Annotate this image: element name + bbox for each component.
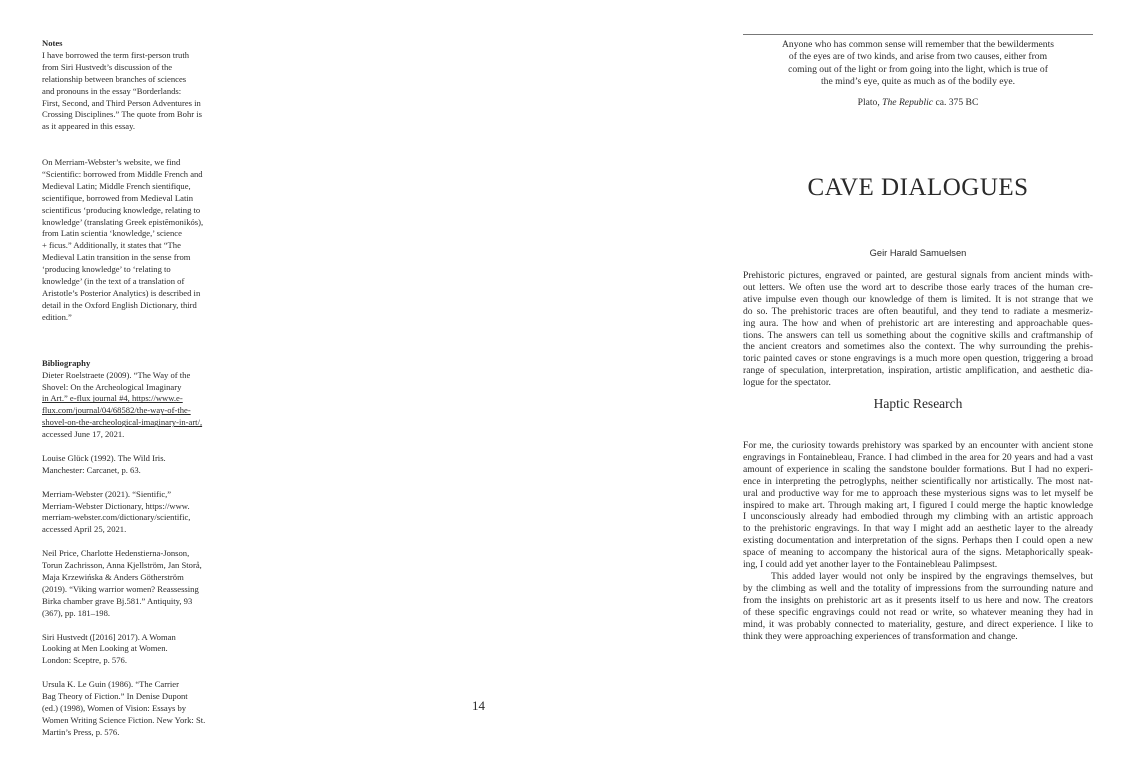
note-line: detail in the Oxford English Dictionary, third: [42, 299, 197, 310]
ref-line: London: Sceptre, p. 576.: [42, 655, 127, 666]
epigraph: [743, 39, 1093, 89]
attribution-suffix: ca. 375 BC: [933, 97, 979, 108]
note-line: and pronouns in the essay “Borderlands:: [42, 85, 182, 96]
author-name: Geir Harald Samuelsen: [869, 248, 967, 258]
text-line: mind, it was probably connected to materiality, gesture, and direct experience. I like to: [743, 618, 1093, 630]
epigraph-line: coming out of the light or from going into the light, which is true of: [788, 63, 1048, 75]
attribution-work: The Republic: [882, 97, 934, 108]
text-line: logue for the spectator.: [743, 377, 831, 389]
notes-column: [42, 38, 212, 739]
note-line: from Siri Hustvedt’s discussion of the: [42, 61, 173, 72]
text-line: do so. The prehistoric traces are often beautiful, and they tend to radiate a mesmeriz-: [743, 305, 1093, 317]
note-line: knowledge’ (translating Greek epistēmonikós),: [42, 216, 204, 227]
text-line: by the climbing as well and the totality of impressions from the surrounding nature and: [743, 582, 1093, 594]
notes-heading: Notes: [42, 38, 63, 48]
ref-line: Merriam-Webster (2021). “Sientific,”: [42, 488, 172, 499]
note-line: scientificus ‘producing knowledge, relating to: [42, 204, 201, 215]
text-line: amount of experience in scaling the sandstone boulder formations. But I had no experi-: [743, 463, 1093, 475]
note-line: Medieval Latin; Middle French sientifique,: [42, 180, 191, 191]
ref-line: merriam-webster.com/dictionary/scientific,: [42, 512, 191, 523]
note-line: Aristotle’s Posterior Analytics) is described in: [42, 288, 201, 298]
note-line: edition.”: [42, 311, 72, 322]
bibliography-entry: [42, 370, 212, 441]
epigraph-line: of the eyes are of two kinds, and arise from two causes, either from: [788, 51, 1048, 63]
text-line: ing, I could add yet another layer to the Fontainebleau Palimpsest.: [743, 559, 998, 571]
epigraph-rule: [743, 34, 1093, 35]
text-line: existing documentation and interpretation of the signs. Perhaps then I could open a new: [743, 535, 1093, 547]
text-line: inspired to make art. Through making art, I figured I could merge the haptic knowledge: [743, 499, 1093, 511]
note-line: Crossing Disciplines.” The quote from Bohr is: [42, 109, 203, 120]
epigraph-line: Anyone who has common sense will remember that the bewilderments: [781, 39, 1055, 50]
ref-line: Torun Zachrisson, Anna Kjellström, Jan Storå,: [42, 560, 202, 571]
ref-line: Martin’s Press, p. 576.: [42, 726, 120, 737]
page-number: 14: [472, 698, 485, 713]
ref-line: Louise Glück (1992). The Wild Iris.: [42, 452, 166, 463]
text-line: the ancient creators and sometimes also the context. The why surrounding the prehis-: [743, 341, 1093, 353]
ref-line: Shovel: On the Archeological Imaginary: [42, 381, 182, 392]
ref-line: Dieter Roelstraete (2009). “The Way of the: [42, 369, 191, 380]
ref-link[interactable]: flux.com/journal/04/68582/the-way-of-the-: [42, 405, 191, 416]
ref-line: Merriam-Webster Dictionary, https://www.: [42, 500, 190, 511]
ref-line: Looking at Men Looking at Women.: [42, 643, 168, 654]
ref-line: Maja Krzewińska & Anders Götherström: [42, 571, 184, 582]
ref-line: Women Writing Science Fiction. New York: St.: [42, 714, 206, 725]
text-line: ing aura. The how and when of prehistoric art are interesting and approachable ques-: [743, 317, 1093, 329]
section-body: [743, 440, 1093, 642]
ref-line: Neil Price, Charlotte Hedenstierna-Jonson,: [42, 548, 190, 559]
ref-line: accessed June 17, 2021.: [42, 429, 125, 440]
text-line: For me, the curiosity towards prehistory was sparked by an encounter with ancient stone: [743, 440, 1093, 451]
notes-paragraph-1: [42, 50, 212, 133]
ref-line: Birka chamber grave Bj.581.” Antiquity, 93: [42, 595, 193, 606]
text-line: engravings in Fontainebleau, France. I had climbed in the area for 20 years and had a vast: [743, 451, 1093, 463]
text-line: from the insights on prehistoric art as it presents itself to us here and now. The creators: [743, 594, 1093, 606]
note-line: First, Second, and Third Person Adventures in: [42, 97, 201, 108]
text-line: of these specific engravings could not read or write, so whatever meaning they had in: [743, 606, 1093, 618]
ref-link[interactable]: shovel-on-the-archeological-imaginary-in-art/,: [42, 417, 203, 428]
ref-line: (2019). “Viking warrior women? Reassessing: [42, 583, 199, 594]
article-title: CAVE DIALOGUES: [807, 174, 1029, 201]
section-heading: Haptic Research: [873, 396, 963, 411]
epigraph-attribution: [743, 97, 1093, 108]
text-line: ative impulse even though our knowledge of them is limited. It is not strange that we: [743, 293, 1093, 305]
bibliography-entry: [42, 548, 212, 619]
note-line: I have borrowed the term first-person truth: [42, 49, 190, 60]
attribution-prefix: Plato,: [857, 97, 883, 108]
text-line: out letters. We often use the word art to describe those early traces of the human cre-: [743, 281, 1093, 293]
ref-line: Ursula K. Le Guin (1986). “The Carrier: [42, 679, 179, 690]
note-line: knowledge’ (in the text of a translation of: [42, 276, 185, 287]
text-line: space of meaning to accompany the historical aura of the signs. Metaphorically speak-: [743, 547, 1093, 559]
ref-line: Bag Theory of Fiction.” In Denise Dupont: [42, 691, 188, 702]
note-line: “Scientific: borrowed from Middle French and: [42, 168, 203, 179]
ref-line: (ed.) (1998), Women of Vision: Essays by: [42, 702, 187, 713]
note-line: Medieval Latin transition in the sense from: [42, 252, 191, 263]
ref-line: (367), pp. 181–198.: [42, 607, 111, 618]
epigraph-line: the mind’s eye, quite as much as of the bodily eye.: [821, 76, 1015, 88]
intro-paragraph: [743, 270, 1093, 389]
text-line: to the prehistoric engravings. In that way I might add an aesthetic layer to the already: [743, 523, 1093, 535]
text-line: This added layer would not only be inspired by the engravings themselves, but: [771, 570, 1093, 582]
note-line: from Latin scientia ‘knowledge,’ science: [42, 228, 182, 239]
text-line: I unconsciously already had embodied through my climbing with an artistic approach: [743, 511, 1093, 523]
ref-line: Manchester: Carcanet, p. 63.: [42, 464, 141, 475]
notes-paragraph-2: [42, 157, 212, 324]
bibliography-entry: [42, 632, 212, 668]
ref-link[interactable]: in Art.” e-flux journal #4, https://www.e-: [42, 393, 183, 404]
note-line: relationship between branches of sciences: [42, 73, 187, 84]
text-line: tions. The answers can tell us something about the cognitive skills and craftmanship of: [743, 329, 1093, 341]
ref-line: Siri Hustvedt ([2016] 2017). A Woman: [42, 631, 176, 642]
note-line: On Merriam-Webster’s website, we find: [42, 157, 181, 168]
note-line: + ficus.” Additionally, it states that “The: [42, 240, 181, 251]
text-line: think they were approaching experiences of transformation and change.: [743, 630, 1018, 642]
bibliography-entry: [42, 679, 212, 739]
text-line: ural and productive way for me to approach these mysterious signs was to let myself be: [743, 487, 1093, 499]
text-line: ence in interpreting the petroglyphs, neither scientifically nor artistically. The most nat-: [743, 475, 1093, 487]
note-line: ‘producing knowledge’ to ‘relating to: [42, 264, 171, 275]
ref-line: accessed April 25, 2021.: [42, 524, 127, 535]
text-line: range of speculation, interpretation, inspiration, artistic amplification, and aesthetic dia-: [743, 365, 1093, 377]
note-line: as it appeared in this essay.: [42, 121, 135, 132]
bibliography-entry: [42, 489, 212, 537]
text-line: Prehistoric pictures, engraved or painted, are gestural signals from ancient minds with-: [743, 270, 1093, 281]
text-line: toric painted caves or stone engravings is a much more open question, triggering a broad: [743, 353, 1093, 365]
bibliography-heading: Bibliography: [42, 357, 91, 368]
bibliography-entry: [42, 453, 212, 477]
note-line: scientifique, borrowed from Medieval Latin: [42, 192, 194, 203]
